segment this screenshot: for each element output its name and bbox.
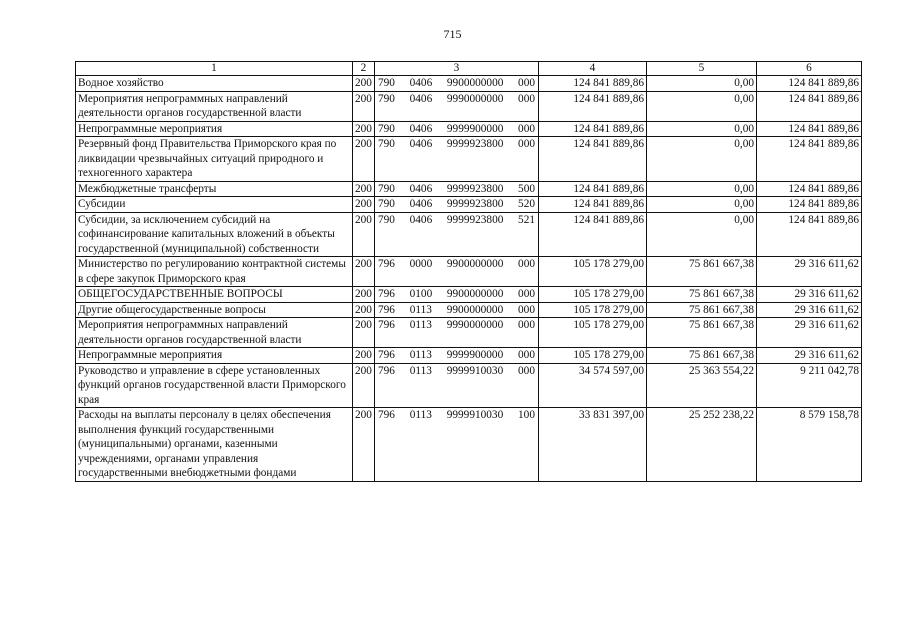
expense-type-code: 000 [518, 349, 535, 361]
row-value-5: 75 861 667,38 [647, 287, 757, 303]
row-value-4: 105 178 279,00 [539, 318, 647, 348]
expense-type-code: 000 [518, 92, 535, 105]
section-code: 0113 [409, 319, 432, 331]
row-code-3 [375, 348, 539, 364]
row-code-3 [375, 137, 539, 182]
target-code: 9900000000 [446, 288, 504, 300]
target-code: 9999923800 [446, 138, 504, 150]
ministry-code: 790 [378, 213, 395, 226]
expense-type-code: 000 [518, 303, 535, 316]
expense-type-code: 000 [518, 122, 535, 135]
section-code: 0406 [409, 213, 433, 226]
row-name: Непрограммные мероприятия [76, 348, 353, 364]
section-code: 0113 [409, 409, 432, 421]
column-header-1: 1 [76, 62, 353, 76]
row-code-3 [375, 318, 539, 348]
section-code: 0406 [409, 198, 433, 210]
row-value-5: 0,00 [647, 121, 757, 137]
expense-type-code: 500 [518, 182, 535, 195]
ministry-code: 790 [378, 138, 395, 150]
ministry-code: 790 [378, 92, 395, 105]
section-code: 0000 [409, 258, 433, 270]
column-header-4: 4 [539, 62, 647, 76]
ministry-code: 790 [378, 182, 395, 195]
table-row [76, 91, 862, 121]
table-row [76, 318, 862, 348]
row-name: Водное хозяйство [76, 76, 353, 92]
row-value-4: 124 841 889,86 [539, 197, 647, 213]
row-code-2: 200 [353, 137, 375, 182]
row-code-3 [375, 197, 539, 213]
section-code: 0406 [409, 122, 433, 135]
expense-type-code: 100 [518, 409, 535, 421]
table-row [76, 137, 862, 182]
row-value-4: 124 841 889,86 [539, 181, 647, 197]
expense-type-code: 000 [518, 258, 535, 270]
row-value-6: 124 841 889,86 [757, 91, 862, 121]
target-code: 9999900000 [446, 122, 504, 135]
ministry-code: 790 [378, 77, 395, 89]
ministry-code: 790 [378, 122, 395, 135]
target-code: 9900000000 [446, 258, 504, 270]
table-row [76, 76, 862, 92]
row-value-4: 105 178 279,00 [539, 348, 647, 364]
row-name: Мероприятия непрограммных направлений деятельности органов государственной власти [76, 91, 353, 121]
target-code: 9999910030 [446, 364, 504, 377]
ministry-code: 796 [378, 258, 395, 270]
code-group [378, 197, 536, 212]
row-value-4: 105 178 279,00 [539, 287, 647, 303]
column-header-2: 2 [353, 62, 375, 76]
row-value-5: 0,00 [647, 181, 757, 197]
section-code: 0113 [409, 303, 432, 316]
row-value-4: 105 178 279,00 [539, 302, 647, 318]
row-code-3 [375, 363, 539, 408]
row-code-3 [375, 408, 539, 482]
table-row [76, 348, 862, 364]
row-value-4: 124 841 889,86 [539, 76, 647, 92]
code-group [378, 213, 536, 228]
row-value-6: 124 841 889,86 [757, 121, 862, 137]
row-code-3 [375, 287, 539, 303]
ministry-code: 796 [378, 364, 395, 377]
row-value-6: 124 841 889,86 [757, 212, 862, 257]
code-group [378, 122, 536, 137]
row-name: Мероприятия непрограммных направлений деятельности органов государственной власти [76, 318, 353, 348]
target-code: 9999910030 [446, 409, 504, 421]
target-code: 9900000000 [446, 303, 504, 316]
row-code-3 [375, 91, 539, 121]
row-value-6: 29 316 611,62 [757, 257, 862, 287]
section-code: 0100 [409, 288, 433, 300]
table-row [76, 212, 862, 257]
row-value-4: 124 841 889,86 [539, 91, 647, 121]
code-group [378, 364, 536, 379]
row-name: Расходы на выплаты персоналу в целях обеспечения выполнения функций государственными (муниципальными) органами, казенными учреждениями, органами управления государственными внебюджетными фондами [76, 408, 353, 482]
section-code: 0406 [409, 92, 433, 105]
row-value-5: 75 861 667,38 [647, 257, 757, 287]
table-row [76, 181, 862, 197]
row-name: Субсидии [76, 197, 353, 213]
row-code-3 [375, 302, 539, 318]
row-code-2: 200 [353, 181, 375, 197]
row-code-2: 200 [353, 363, 375, 408]
row-value-6: 29 316 611,62 [757, 348, 862, 364]
target-code: 9990000000 [446, 92, 504, 105]
row-name: Другие общегосударственные вопросы [76, 302, 353, 318]
row-name: Субсидии, за исключением субсидий на софинансирование капитальных вложений в объекты государственной (муниципальной) собственности [76, 212, 353, 257]
row-code-2: 200 [353, 287, 375, 303]
row-value-6: 29 316 611,62 [757, 302, 862, 318]
table-row [76, 257, 862, 287]
code-group [378, 92, 536, 107]
section-code: 0406 [409, 138, 433, 150]
row-code-2: 200 [353, 121, 375, 137]
table-row [76, 287, 862, 303]
code-group [378, 318, 536, 333]
row-code-3 [375, 76, 539, 92]
target-code: 9900000000 [446, 77, 504, 89]
ministry-code: 796 [378, 288, 395, 300]
expense-type-code: 520 [518, 198, 535, 210]
row-value-5: 0,00 [647, 91, 757, 121]
table-row [76, 302, 862, 318]
row-value-4: 34 574 597,00 [539, 363, 647, 408]
row-code-2: 200 [353, 318, 375, 348]
expense-type-code: 000 [518, 319, 535, 331]
budget-table [75, 61, 862, 482]
row-value-4: 124 841 889,86 [539, 212, 647, 257]
row-name: Резервный фонд Правительства Приморского края по ликвидации чрезвычайных ситуаций природного и техногенного характера [76, 137, 353, 182]
row-value-6: 124 841 889,86 [757, 137, 862, 182]
code-group [378, 76, 536, 91]
row-value-5: 0,00 [647, 137, 757, 182]
row-code-2: 200 [353, 76, 375, 92]
row-code-2: 200 [353, 408, 375, 482]
column-header-3: 3 [375, 62, 539, 76]
row-name: Межбюджетные трансферты [76, 181, 353, 197]
row-value-5: 75 861 667,38 [647, 348, 757, 364]
ministry-code: 790 [378, 198, 395, 210]
row-code-2: 200 [353, 197, 375, 213]
ministry-code: 796 [378, 349, 395, 361]
row-value-6: 124 841 889,86 [757, 197, 862, 213]
code-group [378, 182, 536, 197]
code-group [378, 408, 536, 423]
row-value-6: 124 841 889,86 [757, 76, 862, 92]
row-value-6: 29 316 611,62 [757, 287, 862, 303]
code-group [378, 287, 536, 302]
section-code: 0113 [409, 349, 432, 361]
target-code: 9999923800 [446, 182, 504, 195]
code-group [378, 303, 536, 318]
row-value-5: 75 861 667,38 [647, 318, 757, 348]
row-code-3 [375, 121, 539, 137]
row-value-6: 124 841 889,86 [757, 181, 862, 197]
expense-type-code: 521 [518, 213, 535, 226]
target-code: 9999900000 [446, 349, 504, 361]
row-name: Руководство и управление в сфере установленных функций органов государственной власти Приморского края [76, 363, 353, 408]
row-value-5: 25 252 238,22 [647, 408, 757, 482]
table-row [76, 363, 862, 408]
section-code: 0113 [409, 364, 432, 377]
column-header-5: 5 [647, 62, 757, 76]
section-code: 0406 [409, 77, 433, 89]
row-code-2: 200 [353, 348, 375, 364]
row-code-3 [375, 181, 539, 197]
code-group [378, 257, 536, 272]
expense-type-code: 000 [518, 77, 535, 89]
page-number: 715 [443, 27, 462, 41]
target-code: 9990000000 [446, 319, 504, 331]
expense-type-code: 000 [518, 288, 535, 300]
table-row [76, 408, 862, 482]
row-value-5: 0,00 [647, 212, 757, 257]
row-name: Министерство по регулированию контрактной системы в сфере закупок Приморского края [76, 257, 353, 287]
expense-type-code: 000 [518, 364, 535, 377]
code-group [378, 348, 536, 363]
row-value-4: 124 841 889,86 [539, 121, 647, 137]
row-name: Непрограммные мероприятия [76, 121, 353, 137]
row-code-2: 200 [353, 302, 375, 318]
budget-table-body [76, 62, 862, 482]
section-code: 0406 [409, 182, 433, 195]
row-value-6: 8 579 158,78 [757, 408, 862, 482]
ministry-code: 796 [378, 303, 395, 316]
row-code-2: 200 [353, 212, 375, 257]
row-code-3 [375, 257, 539, 287]
row-value-5: 0,00 [647, 76, 757, 92]
row-value-4: 33 831 397,00 [539, 408, 647, 482]
row-value-4: 124 841 889,86 [539, 137, 647, 182]
row-value-6: 29 316 611,62 [757, 318, 862, 348]
row-value-4: 105 178 279,00 [539, 257, 647, 287]
target-code: 9999923800 [446, 198, 504, 210]
row-code-2: 200 [353, 91, 375, 121]
row-value-5: 0,00 [647, 197, 757, 213]
row-value-5: 25 363 554,22 [647, 363, 757, 408]
column-number-row [76, 62, 862, 76]
target-code: 9999923800 [446, 213, 504, 226]
column-header-6: 6 [757, 62, 862, 76]
row-value-5: 75 861 667,38 [647, 302, 757, 318]
ministry-code: 796 [378, 319, 395, 331]
row-name: ОБЩЕГОСУДАРСТВЕННЫЕ ВОПРОСЫ [76, 287, 353, 303]
row-code-3 [375, 212, 539, 257]
row-value-6: 9 211 042,78 [757, 363, 862, 408]
table-row [76, 121, 862, 137]
row-code-2: 200 [353, 257, 375, 287]
code-group [378, 137, 536, 152]
expense-type-code: 000 [518, 138, 535, 150]
ministry-code: 796 [378, 409, 395, 421]
table-row [76, 197, 862, 213]
